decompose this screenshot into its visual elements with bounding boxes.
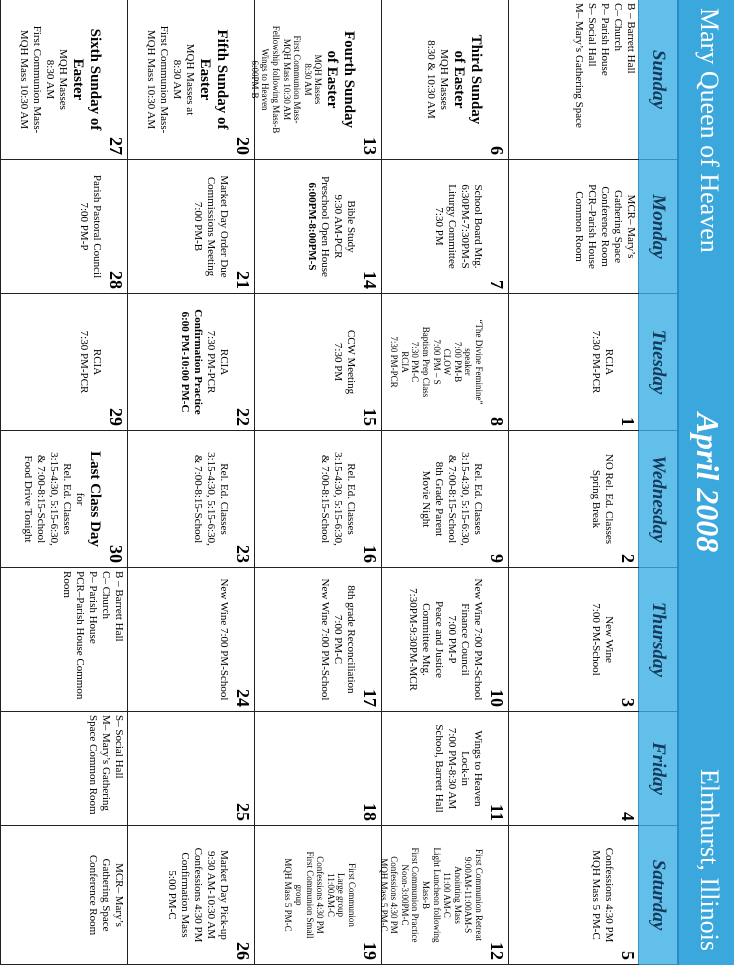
event-line: RCIA xyxy=(218,348,230,376)
event-line: RCIA xyxy=(91,348,103,376)
day-content xyxy=(589,297,615,427)
event-line: CCW Meeting xyxy=(345,329,357,395)
day-number: 11 xyxy=(487,803,507,821)
event-line: 8:30 AM xyxy=(44,59,57,100)
day-number: 19 xyxy=(360,942,380,960)
event-line: 7:30 PM-PCR xyxy=(389,336,400,388)
day-number: 12 xyxy=(487,942,507,960)
event-line: 5:00 PM-C xyxy=(166,870,179,920)
day-number: 21 xyxy=(233,271,253,289)
day-cell-25 xyxy=(127,712,254,826)
day-number: 7 xyxy=(487,280,507,289)
day-content xyxy=(165,829,230,961)
event-line: 7:30PM-9:30PM-MCR xyxy=(407,588,420,691)
location-legend xyxy=(508,160,639,294)
event-lines xyxy=(60,571,125,708)
event-line: Fellowship following Mass-B xyxy=(270,25,281,134)
event-line: Baptism Prep Class xyxy=(420,326,431,398)
sunday-title xyxy=(323,3,357,156)
day-content xyxy=(589,434,615,564)
day-cell-19 xyxy=(254,826,381,965)
event-lines xyxy=(572,163,637,290)
event-lines xyxy=(249,3,323,156)
day-cell-29 xyxy=(0,294,127,431)
day-cell-7 xyxy=(381,160,508,294)
event-lines xyxy=(572,3,637,156)
day-cell-13 xyxy=(249,0,381,160)
weekday-header-row xyxy=(638,0,677,965)
event-line: P– Parish House xyxy=(599,3,612,76)
day-cell-23 xyxy=(127,431,254,568)
day-content xyxy=(18,3,103,156)
weekday-sunday: Sunday xyxy=(639,0,677,160)
event-line: & 7:00-8:15-School xyxy=(319,454,332,544)
event-line: 7:00 PM-B xyxy=(192,201,205,252)
event-line: 8:30 & 10:30 AM xyxy=(425,40,438,119)
location-legend xyxy=(0,568,127,712)
event-lines xyxy=(331,297,357,427)
event-line: MQH Masses at xyxy=(184,43,197,116)
day-content xyxy=(145,3,230,156)
event-line: M– Mary’s Gathering xyxy=(100,715,113,811)
event-line: Confessions 4:30 PM xyxy=(315,856,326,934)
day-number: 18 xyxy=(360,803,380,821)
day-content xyxy=(77,297,103,427)
day-number: 17 xyxy=(360,689,380,707)
location-legend xyxy=(0,826,127,965)
event-line: 7:30 PM-C xyxy=(410,341,421,383)
event-line: & 7:00-8:15-School xyxy=(446,454,459,544)
event-line: Lock-in xyxy=(459,751,472,786)
event-line: 6:00 PM-10:00 PM-C xyxy=(179,311,192,413)
event-line: 7:30 PM xyxy=(332,342,345,382)
event-line: 7:30 PM xyxy=(433,207,446,246)
event-line: 11:00AM-C xyxy=(325,873,336,917)
sunday-title-line: Sixth Sunday of xyxy=(87,28,103,131)
event-line: 7:00 PM-B xyxy=(452,341,463,383)
event-line: MQH Mass 10:30 AM xyxy=(145,29,158,130)
event-line: 7:30 PM-PCR xyxy=(78,330,91,394)
sunday-title-line: Fourth Sunday xyxy=(341,30,357,129)
day-content xyxy=(419,434,484,564)
event-line: Bible Study xyxy=(345,200,357,253)
event-line: Mass-B xyxy=(420,880,431,909)
sunday-title-line: Easter xyxy=(197,58,214,101)
event-line: MQH Mass 5 PM-C xyxy=(283,858,294,932)
event-line: Confessions 4:30 PM xyxy=(603,847,615,943)
last-class-day-title: Last Class Day xyxy=(87,451,103,547)
event-line: 7:30 PM-PCR xyxy=(205,330,218,394)
event-line: RCIA xyxy=(603,348,615,376)
event-lines xyxy=(589,829,615,961)
event-line: Food Drive Tonight xyxy=(22,455,35,543)
event-line: Parish Pastoral Council xyxy=(91,174,103,279)
event-line: First Communion Mass- xyxy=(292,35,303,124)
event-lines xyxy=(589,434,615,564)
event-line: 9:30 AM-PCR xyxy=(332,194,345,259)
event-line: MQH Mass 10:30 AM xyxy=(18,29,31,130)
month-title: April 2008 xyxy=(690,412,726,553)
day-cell-5 xyxy=(508,826,639,965)
sunday-title-line: of Easter xyxy=(324,50,341,109)
day-cell-17 xyxy=(254,568,381,712)
event-line: Gathering Space xyxy=(100,858,113,932)
event-line: & 7:00-8:15-School xyxy=(192,454,205,544)
event-line: MQH Mass 10:30 AM xyxy=(281,38,292,121)
sunday-title-line: Fifth Sunday of xyxy=(214,29,230,130)
day-cell-27 xyxy=(0,0,127,160)
event-line: School Board Mtg. xyxy=(472,184,484,269)
event-line: First Communion xyxy=(347,863,357,927)
day-cell-2 xyxy=(508,431,639,568)
event-line: 3:15-4:30, 5:15-6:30, xyxy=(205,452,218,546)
day-cell-22 xyxy=(127,294,254,431)
sunday-title xyxy=(450,3,484,156)
event-line: Anointing Mass xyxy=(452,866,463,924)
day-content xyxy=(283,829,357,961)
day-number: 26 xyxy=(233,942,253,960)
event-line: Rel. Ed. Classes xyxy=(61,463,74,535)
event-line: Conference Room xyxy=(87,854,100,936)
event-line: MCR– Mary’s xyxy=(625,194,637,259)
weekday-monday: Monday xyxy=(639,160,677,294)
event-line: 7:30 PM-PCR xyxy=(590,330,603,394)
event-line: Confessions 4:30 PM xyxy=(192,847,205,943)
event-line: MQH Masses xyxy=(57,49,70,110)
day-number: 27 xyxy=(106,137,126,155)
event-line: P– Parish House xyxy=(87,571,100,644)
event-lines xyxy=(432,715,484,822)
event-lines xyxy=(178,297,230,427)
event-line: MQH Mass 5 PM-C xyxy=(590,850,603,940)
event-lines xyxy=(86,829,125,961)
event-line: 7:00 PM – S xyxy=(431,339,442,385)
event-line: Wings to Heaven xyxy=(260,48,271,111)
day-number: 2 xyxy=(618,554,638,563)
day-number: 3 xyxy=(618,698,638,707)
day-cell-21 xyxy=(127,160,254,294)
event-line: Noon-3:00PM-C xyxy=(399,864,410,926)
sunday-title xyxy=(69,3,103,156)
city-name: Elmhurst, Illinois xyxy=(695,769,724,951)
day-cell-15 xyxy=(254,294,381,431)
event-line: for xyxy=(74,492,87,506)
day-cell-10 xyxy=(381,568,508,712)
event-lines xyxy=(318,571,357,708)
event-line: MCR– Mary’s xyxy=(113,863,125,927)
day-cell-24 xyxy=(127,568,254,712)
event-lines xyxy=(18,3,70,156)
event-line: CLOW xyxy=(442,348,453,376)
day-content xyxy=(331,297,357,427)
event-line: Confessions 4:30 PM xyxy=(389,856,400,934)
day-content xyxy=(406,571,484,708)
event-lines xyxy=(419,434,484,564)
event-line: Movie Night xyxy=(420,470,433,528)
event-line: MQH Mass 5 PM-C xyxy=(378,858,389,932)
event-lines xyxy=(86,715,125,822)
day-number: 24 xyxy=(233,689,253,707)
event-lines xyxy=(589,297,615,427)
event-line: 7:00 PM-P xyxy=(78,202,91,251)
day-number: 1 xyxy=(618,417,638,426)
event-line: M– Mary’s Gathering Space xyxy=(573,3,586,128)
event-line: Preschool Open House xyxy=(319,176,332,277)
event-line: Rel. Ed. Classes xyxy=(218,463,230,535)
day-content xyxy=(178,297,230,427)
day-cell-26 xyxy=(127,826,254,965)
event-line: & 7:00-8:15-School xyxy=(35,454,48,544)
event-line: B – Barrett Hall xyxy=(113,571,125,642)
day-cell-20 xyxy=(127,0,254,160)
event-line: 7:00 PM-C xyxy=(332,614,345,665)
day-cell-14 xyxy=(254,160,381,294)
day-number: 6 xyxy=(487,146,507,155)
event-lines xyxy=(191,434,230,564)
event-line: Rel. Ed. Classes xyxy=(345,463,357,535)
weekday-friday: Friday xyxy=(639,712,677,826)
day-cell-8 xyxy=(381,294,508,431)
event-line: Large group xyxy=(336,872,347,918)
event-line: Commissions Meeting xyxy=(205,176,218,277)
day-cell-18 xyxy=(254,712,381,826)
location-legend xyxy=(0,712,127,826)
event-line: MQH Masses xyxy=(438,49,451,110)
event-line: First Communion Retreat xyxy=(474,849,484,941)
event-line: 3:15-4:30, 5:15-6:30, xyxy=(48,452,61,546)
day-number: 22 xyxy=(233,408,253,426)
day-content xyxy=(378,829,484,961)
event-line: “The Divine Feminine” xyxy=(474,319,484,405)
event-line: B – Barrett Hall xyxy=(625,3,637,74)
event-line: 8:30 AM xyxy=(302,63,313,96)
weekday-thursday: Thursday xyxy=(639,568,677,712)
event-line: 8:30 AM xyxy=(171,59,184,100)
event-lines xyxy=(424,3,450,156)
location-legend xyxy=(508,0,639,160)
event-lines xyxy=(378,829,484,961)
day-cell-28 xyxy=(0,160,127,294)
sunday-title-line: Easter xyxy=(70,58,87,101)
event-line: 6:30PM-7:30PM-S xyxy=(459,184,472,269)
parish-name: Mary Queen of Heaven xyxy=(695,8,724,253)
day-content xyxy=(217,571,230,708)
event-lines xyxy=(191,163,230,290)
event-line: Rel. Ed. Classes xyxy=(472,463,484,535)
event-line: Conference Room xyxy=(599,186,612,267)
event-lines xyxy=(145,3,197,156)
sunday-title-line: Third Sunday xyxy=(468,34,484,125)
day-cell-12 xyxy=(378,826,508,965)
day-number: 30 xyxy=(106,545,126,563)
event-line: 6:00PM-B xyxy=(249,60,260,99)
event-line: 11:00 AM-C xyxy=(442,872,453,918)
sunday-title-line: of Easter xyxy=(451,50,468,109)
event-line: 7:00 PM-8:30 AM xyxy=(446,727,459,810)
event-line: Committee Mtg. xyxy=(420,603,433,676)
event-line: 3:15-4:30, 5:15-6:30, xyxy=(332,452,345,546)
day-content xyxy=(21,434,103,564)
event-lines xyxy=(589,571,615,708)
day-number: 15 xyxy=(360,408,380,426)
day-content xyxy=(318,434,357,564)
day-number: 13 xyxy=(360,137,380,155)
event-line: Confirmation Practice xyxy=(192,309,205,415)
event-line: New Wine xyxy=(603,616,615,663)
event-line: 3:15-4:30, 5:15-6:30, xyxy=(459,452,472,546)
day-content xyxy=(389,297,484,427)
event-line: MQH Masses xyxy=(313,54,324,105)
event-line: 8th grade Reconciliation xyxy=(345,585,357,694)
weekday-tuesday: Tuesday xyxy=(639,294,677,431)
day-content xyxy=(191,163,230,290)
event-line: New Wine 7:00 PM-School xyxy=(472,578,484,701)
day-number: 9 xyxy=(487,554,507,563)
day-number: 4 xyxy=(618,812,638,821)
event-line: S– Social Hall xyxy=(113,715,125,779)
event-line: C– Church xyxy=(612,3,625,51)
day-cell-9 xyxy=(381,431,508,568)
event-line: New Wine 7:00 PM-School xyxy=(319,578,332,701)
event-line: PCR–Parish House Common xyxy=(74,571,87,700)
event-line: New Wine 7:00 PM-School xyxy=(218,578,230,701)
event-line: Liturgy Committee xyxy=(446,184,459,269)
event-line: S– Social Hall xyxy=(586,3,599,67)
day-content xyxy=(432,715,484,822)
event-line: 7:00 PM-School xyxy=(590,603,603,676)
event-lines xyxy=(77,297,103,427)
event-line: Wings to Heaven xyxy=(472,730,484,807)
event-line: First Communion Small xyxy=(304,851,315,939)
day-number: 5 xyxy=(618,951,638,960)
day-content xyxy=(424,3,484,156)
event-line: NO Rel. Ed. Classes xyxy=(603,453,615,545)
event-lines xyxy=(432,163,484,290)
day-number: 28 xyxy=(106,271,126,289)
event-line: RCIA xyxy=(399,351,410,373)
day-number: 29 xyxy=(106,408,126,426)
day-content xyxy=(589,829,615,961)
event-line: 6:00PM-8:00PM-S xyxy=(306,182,319,271)
weekday-wednesday: Wednesday xyxy=(639,431,677,568)
day-number: 20 xyxy=(233,137,253,155)
event-line: 7:00 PM-P xyxy=(446,615,459,664)
event-line: Gathering Space xyxy=(612,190,625,263)
day-cell-3 xyxy=(508,568,639,712)
event-line: Confirmation Mass xyxy=(179,852,192,938)
day-number: 25 xyxy=(233,803,253,821)
day-number: 16 xyxy=(360,545,380,563)
day-content xyxy=(589,571,615,708)
event-lines xyxy=(77,163,103,290)
day-cell-6 xyxy=(381,0,508,160)
event-line: 8th Grade Parent xyxy=(433,461,446,537)
event-line: Room xyxy=(61,571,74,598)
event-line: Peace and Justice xyxy=(433,601,446,678)
sunday-title xyxy=(196,3,230,156)
event-line: Spring Break xyxy=(590,469,603,529)
day-content xyxy=(318,571,357,708)
event-line: Light Luncheon following xyxy=(431,847,442,943)
day-number: 8 xyxy=(487,417,507,426)
event-lines xyxy=(21,434,86,564)
event-line: Common Room xyxy=(573,191,586,262)
event-line: PCR–Parish House xyxy=(586,184,599,269)
day-cell-1 xyxy=(508,294,639,431)
event-line: Market Day Order Due xyxy=(218,175,230,278)
day-number: 10 xyxy=(487,689,507,707)
event-line: speaker xyxy=(463,348,474,376)
day-content xyxy=(305,163,357,290)
day-cell-4 xyxy=(508,712,639,826)
event-line: Market Day Pick-up xyxy=(218,850,230,940)
event-line: First Communion Mass- xyxy=(158,25,171,134)
event-line: Finance Council xyxy=(459,603,472,676)
event-lines xyxy=(165,829,230,961)
event-lines xyxy=(217,571,230,708)
weekday-saturday: Saturday xyxy=(639,826,677,965)
event-lines xyxy=(305,163,357,290)
event-line: 9:30 AM-10:30 AM xyxy=(205,850,218,939)
event-line: 9:00AM-11:00AM-S xyxy=(463,856,474,934)
day-content xyxy=(249,3,357,156)
event-lines xyxy=(283,829,357,961)
event-line: C– Church xyxy=(100,571,113,619)
day-number: 14 xyxy=(360,271,380,289)
day-cell-16 xyxy=(254,431,381,568)
event-lines xyxy=(406,571,484,708)
event-line: First Communion Mass- xyxy=(31,25,44,134)
day-content xyxy=(77,163,103,290)
event-line: group xyxy=(293,884,304,906)
event-lines xyxy=(389,297,484,427)
day-cell-30 xyxy=(0,431,127,568)
event-lines xyxy=(318,434,357,564)
day-content xyxy=(432,163,484,290)
event-line: First Communion Practice xyxy=(410,847,421,943)
calendar-banner xyxy=(677,0,734,965)
day-cell-11 xyxy=(381,712,508,826)
event-line: Space Common Room xyxy=(87,715,100,815)
day-content xyxy=(191,434,230,564)
day-number: 23 xyxy=(233,545,253,563)
event-line: School, Barrett Hall xyxy=(433,724,446,813)
